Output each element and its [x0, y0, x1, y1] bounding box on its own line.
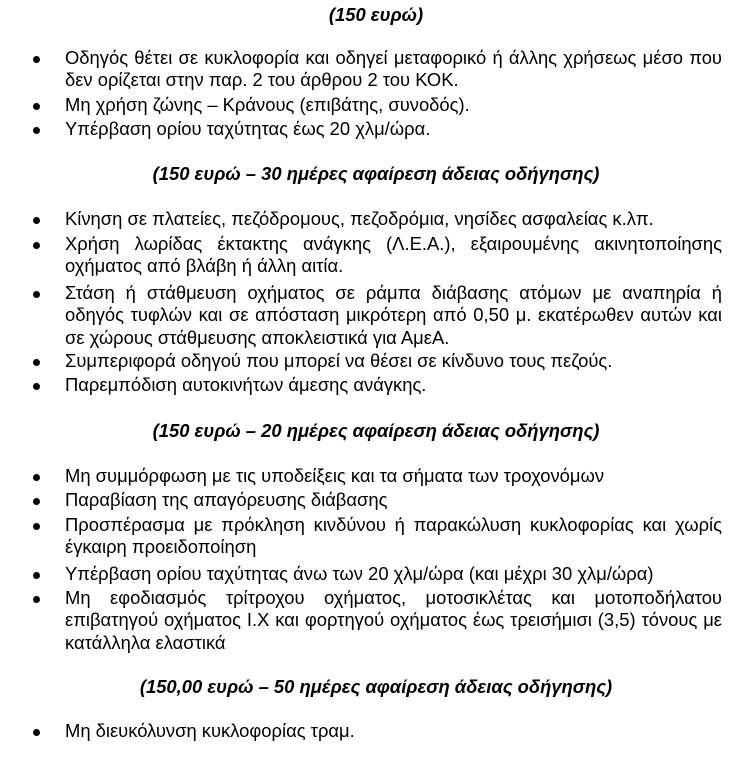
- list-item-text: Στάση ή στάθμευση οχήματος σε ράμπα διάβασης ατόμων με αναπηρία ή οδηγός τυφλών και σε απόσταση μικρότερη από 0,50 μ. εκατέρωθεν αυτών και σε χώρους στάθμευσης αποκλειστικά για ΑμεΑ.: [65, 282, 722, 348]
- bullet-icon: [33, 56, 40, 63]
- list-item-text: Μη συμμόρφωση με τις υποδείξεις και τα σήματα των τροχονόμων: [65, 465, 605, 486]
- list-item-text: Μη διευκόλυνση κυκλοφορίας τραμ.: [65, 720, 355, 741]
- section-heading: (150 ευρώ): [328, 4, 424, 25]
- list-item-text: Παραβίαση της απαγόρευσης διάβασης: [65, 489, 388, 510]
- bullet-icon: [33, 359, 40, 366]
- list-item-text: Οδηγός θέτει σε κυκλοφορία και οδηγεί μεταφορικό ή άλλης χρήσεως μέσο που δεν ορίζεται στην παρ. 2 του άρθρου 2 του ΚΟΚ.: [65, 47, 722, 91]
- bullet-icon: [33, 572, 40, 579]
- list-item-text: Παρεμπόδιση αυτοκινήτων άμεσης ανάγκης.: [65, 374, 427, 395]
- bullet-icon: [33, 498, 40, 505]
- bullet-icon: [33, 523, 40, 530]
- list-item-text: Μη χρήση ζώνης – Κράνους (επιβάτης, συνοδός).: [65, 94, 470, 115]
- bullet-icon: [33, 103, 40, 110]
- section-heading: (150 ευρώ – 30 ημέρες αφαίρεση άδειας οδήγησης): [152, 163, 600, 184]
- bullet-icon: [33, 291, 40, 298]
- section-heading: (150,00 ευρώ – 50 ημέρες αφαίρεση άδειας οδήγησης): [139, 676, 613, 697]
- list-item-text: Συμπεριφορά οδηγού που μπορεί να θέσει σε κίνδυνο τους πεζούς.: [65, 350, 613, 371]
- list-item-text: Κίνηση σε πλατείες, πεζόδρομους, πεζοδρόμια, νησίδες ασφαλείας κ.λπ.: [65, 208, 654, 229]
- list-item-text: Προσπέρασμα με πρόκληση κινδύνου ή παρακώλυση κυκλοφορίας και χωρίς έγκαιρη προειδοποίηση: [65, 514, 722, 558]
- bullet-icon: [33, 383, 40, 390]
- list-item-text: Χρήση λωρίδας έκτακτης ανάγκης (Λ.Ε.Α.), εξαιρουμένης ακινητοποίησης οχήματος από βλάβη ή άλλη αιτία.: [65, 233, 722, 277]
- list-item-text: Μη εφοδιασμός τρίτροχου οχήματος, μοτοσικλέτας και μοτοποδήλατου επιβατηγού οχήματος Ι.Χ και φορτηγού οχήματος έως τρεισήμισι (3,5) τόνους με κατάλληλα ελαστικά: [65, 587, 722, 653]
- bullet-icon: [33, 596, 40, 603]
- bullet-icon: [33, 729, 40, 736]
- list-item-text: Υπέρβαση ορίου ταχύτητας έως 20 χλμ/ώρα.: [65, 118, 431, 139]
- list-item-text: Υπέρβαση ορίου ταχύτητας άνω των 20 χλμ/ώρα (και μέχρι 30 χλμ/ώρα): [65, 563, 654, 584]
- bullet-icon: [33, 127, 40, 134]
- section-heading: (150 ευρώ – 20 ημέρες αφαίρεση άδειας οδήγησης): [152, 420, 600, 441]
- bullet-icon: [33, 242, 40, 249]
- bullet-icon: [33, 474, 40, 481]
- bullet-icon: [33, 217, 40, 224]
